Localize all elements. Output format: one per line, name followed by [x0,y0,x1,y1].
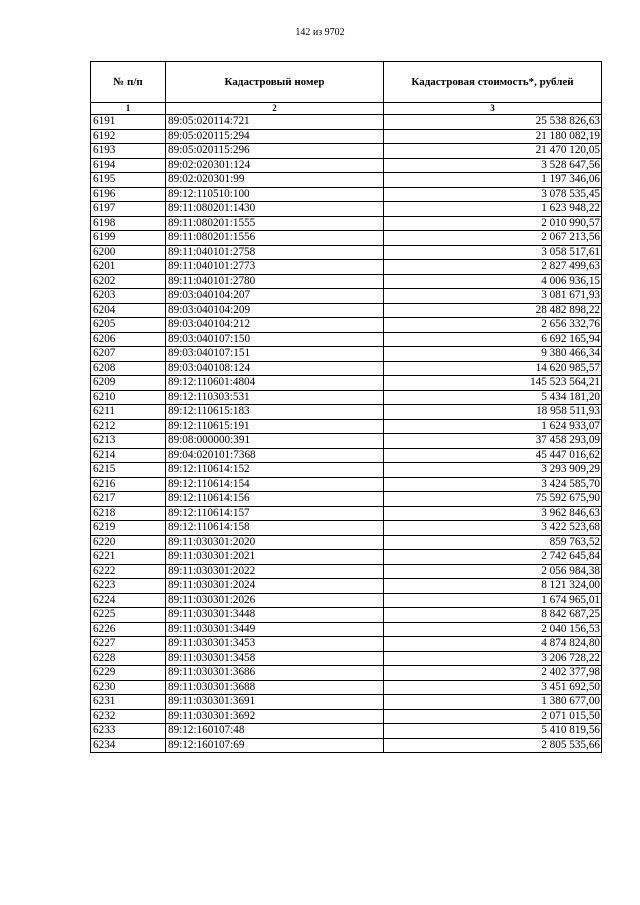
row-number-cell: 6217 [91,492,166,507]
row-number-cell: 6218 [91,506,166,521]
cadastral-number-cell: 89:11:030301:3686 [166,666,384,681]
table-row [91,245,602,260]
row-number-cell: 6204 [91,303,166,318]
cadastral-number-cell: 89:11:080201:1556 [166,231,384,246]
row-number-cell: 6229 [91,666,166,681]
row-number-cell: 6192 [91,129,166,144]
row-number-cell: 6200 [91,245,166,260]
cadastral-value-cell: 2 071 015,50 [384,709,602,724]
table-row [91,390,602,405]
cadastral-number-cell: 89:11:080201:1430 [166,202,384,217]
row-number-cell: 6203 [91,289,166,304]
cadastral-value-cell: 2 067 213,56 [384,231,602,246]
table-column-index-row [91,103,602,115]
cadastral-number-cell: 89:11:030301:2022 [166,564,384,579]
row-number-cell: 6231 [91,695,166,710]
cadastral-number-cell: 89:11:030301:3449 [166,622,384,637]
row-number-cell: 6224 [91,593,166,608]
page-counter: 142 из 9702 [295,27,345,38]
cadastral-value-cell: 4 874 824,80 [384,637,602,652]
cadastral-number-cell: 89:02:020301:124 [166,158,384,173]
row-number-cell: 6234 [91,738,166,753]
table-row [91,332,602,347]
cadastral-value-cell: 4 006 936,15 [384,274,602,289]
cadastral-value-cell: 5 410 819,56 [384,724,602,739]
table-row [91,579,602,594]
cadastral-value-cell: 1 380 677,00 [384,695,602,710]
cadastral-number-cell: 89:11:030301:3458 [166,651,384,666]
row-number-cell: 6191 [91,115,166,130]
row-number-cell: 6193 [91,144,166,159]
cadastral-number-cell: 89:05:020115:294 [166,129,384,144]
cadastral-value-cell: 3 424 585,70 [384,477,602,492]
cadastral-number-cell: 89:03:040107:151 [166,347,384,362]
row-number-cell: 6216 [91,477,166,492]
cadastral-number-cell: 89:02:020301:99 [166,173,384,188]
row-number-cell: 6201 [91,260,166,275]
cadastral-value-cell: 3 293 909,29 [384,463,602,478]
cadastral-value-cell: 2 827 499,63 [384,260,602,275]
cadastral-value-cell: 8 842 687,25 [384,608,602,623]
row-number-cell: 6197 [91,202,166,217]
table-body [91,115,602,753]
row-number-cell: 6212 [91,419,166,434]
cadastral-number-cell: 89:11:030301:3691 [166,695,384,710]
table-row [91,274,602,289]
cadastral-number-cell: 89:03:040104:209 [166,303,384,318]
row-number-cell: 6207 [91,347,166,362]
table-row [91,695,602,710]
table-row [91,419,602,434]
cadastral-value-cell: 3 451 692,50 [384,680,602,695]
cadastral-number-cell: 89:12:110614:152 [166,463,384,478]
row-number-cell: 6215 [91,463,166,478]
cadastral-value-cell: 28 482 898,22 [384,303,602,318]
cadastral-number-cell: 89:12:110614:156 [166,492,384,507]
row-number-cell: 6223 [91,579,166,594]
table-row [91,709,602,724]
cadastral-value-cell: 2 010 990,57 [384,216,602,231]
table-row [91,651,602,666]
table-row [91,405,602,420]
row-number-cell: 6233 [91,724,166,739]
cadastral-value-cell: 14 620 985,57 [384,361,602,376]
table-row [91,260,602,275]
table-row [91,376,602,391]
cadastral-value-cell: 21 180 082,19 [384,129,602,144]
table-row [91,477,602,492]
row-number-cell: 6230 [91,680,166,695]
row-number-cell: 6219 [91,521,166,536]
column-index-3: 3 [384,103,602,115]
cadastral-value-cell: 3 528 647,56 [384,158,602,173]
cadastral-value-cell: 1 197 346,06 [384,173,602,188]
row-number-cell: 6209 [91,376,166,391]
cadastral-number-cell: 89:12:110601:4804 [166,376,384,391]
row-number-cell: 6226 [91,622,166,637]
cadastral-number-cell: 89:03:040104:212 [166,318,384,333]
cadastral-value-cell: 2 402 377,98 [384,666,602,681]
table-row [91,129,602,144]
cadastral-number-cell: 89:12:110303:531 [166,390,384,405]
table-row [91,144,602,159]
row-number-cell: 6199 [91,231,166,246]
cadastral-value-cell: 45 447 016,62 [384,448,602,463]
cadastral-value-cell: 145 523 564,21 [384,376,602,391]
table-row [91,115,602,130]
table-row [91,216,602,231]
table-row [91,492,602,507]
row-number-cell: 6213 [91,434,166,449]
cadastral-value-cell: 3 081 671,93 [384,289,602,304]
cadastral-number-cell: 89:04:020101:7368 [166,448,384,463]
cadastral-number-cell: 89:11:030301:3692 [166,709,384,724]
cadastral-value-cell: 3 206 728,22 [384,651,602,666]
cadastral-number-cell: 89:12:110615:183 [166,405,384,420]
row-number-cell: 6208 [91,361,166,376]
cadastral-value-cell: 1 674 965,01 [384,593,602,608]
table-row [91,158,602,173]
cadastral-value-cell: 3 422 523,68 [384,521,602,536]
cadastral-value-cell: 859 763,52 [384,535,602,550]
row-number-cell: 6198 [91,216,166,231]
row-number-cell: 6220 [91,535,166,550]
table-row [91,231,602,246]
table-row [91,289,602,304]
row-number-cell: 6227 [91,637,166,652]
cadastral-value-cell: 6 692 165,94 [384,332,602,347]
table-row [91,550,602,565]
cadastral-number-cell: 89:12:110510:100 [166,187,384,202]
cadastral-value-cell: 2 656 332,76 [384,318,602,333]
cadastral-value-cell: 3 962 846,63 [384,506,602,521]
row-number-cell: 6194 [91,158,166,173]
cadastral-value-cell: 2 040 156,53 [384,622,602,637]
cadastral-number-cell: 89:03:040107:150 [166,332,384,347]
cadastral-value-cell: 25 538 826,63 [384,115,602,130]
table-row [91,506,602,521]
cadastral-number-cell: 89:11:030301:3688 [166,680,384,695]
table-row [91,593,602,608]
cadastral-number-cell: 89:11:030301:3453 [166,637,384,652]
table-row [91,521,602,536]
table-row [91,361,602,376]
table-row [91,637,602,652]
row-number-cell: 6210 [91,390,166,405]
cadastral-value-cell: 2 805 535,66 [384,738,602,753]
row-number-cell: 6228 [91,651,166,666]
table-row [91,463,602,478]
row-number-cell: 6221 [91,550,166,565]
cadastral-number-cell: 89:11:030301:2024 [166,579,384,594]
cadastral-number-cell: 89:03:040108:124 [166,361,384,376]
table-row [91,680,602,695]
row-number-cell: 6214 [91,448,166,463]
cadastral-value-cell: 9 380 466,34 [384,347,602,362]
cadastral-value-cell: 18 958 511,93 [384,405,602,420]
row-number-cell: 6222 [91,564,166,579]
table-row [91,202,602,217]
cadastral-number-cell: 89:11:080201:1555 [166,216,384,231]
row-number-cell: 6225 [91,608,166,623]
row-number-cell: 6196 [91,187,166,202]
column-header-number: № п/п [91,62,166,103]
table-row [91,535,602,550]
cadastral-number-cell: 89:11:030301:2026 [166,593,384,608]
row-number-cell: 6202 [91,274,166,289]
column-header-cadastral-value: Кадастровая стоимость*, рублей [384,62,602,103]
table-row [91,187,602,202]
row-number-cell: 6195 [91,173,166,188]
table-row [91,448,602,463]
table-row [91,666,602,681]
table-row [91,434,602,449]
column-header-cadastral-number: Кадастровый номер [166,62,384,103]
cadastral-value-cell: 3 078 535,45 [384,187,602,202]
cadastral-value-cell: 1 623 948,22 [384,202,602,217]
cadastral-number-cell: 89:12:110614:154 [166,477,384,492]
cadastral-number-cell: 89:11:030301:3448 [166,608,384,623]
cadastral-number-cell: 89:05:020114:721 [166,115,384,130]
table-header-row [91,62,602,103]
cadastral-value-cell: 5 434 181,20 [384,390,602,405]
cadastral-number-cell: 89:11:040101:2773 [166,260,384,275]
cadastral-number-cell: 89:12:160107:69 [166,738,384,753]
table-row [91,564,602,579]
cadastral-value-cell: 1 624 933,07 [384,419,602,434]
cadastral-number-cell: 89:12:110614:157 [166,506,384,521]
cadastral-number-cell: 89:05:020115:296 [166,144,384,159]
cadastral-table [90,61,602,753]
cadastral-number-cell: 89:11:030301:2021 [166,550,384,565]
cadastral-value-cell: 21 470 120,05 [384,144,602,159]
table-row [91,347,602,362]
table-row [91,724,602,739]
row-number-cell: 6206 [91,332,166,347]
table-row [91,608,602,623]
cadastral-number-cell: 89:12:160107:48 [166,724,384,739]
table-row [91,173,602,188]
cadastral-number-cell: 89:11:040101:2758 [166,245,384,260]
row-number-cell: 6211 [91,405,166,420]
table-row [91,622,602,637]
cadastral-value-cell: 37 458 293,09 [384,434,602,449]
cadastral-value-cell: 2 056 984,38 [384,564,602,579]
cadastral-number-cell: 89:11:030301:2020 [166,535,384,550]
cadastral-value-cell: 2 742 645,84 [384,550,602,565]
cadastral-value-cell: 75 592 675,90 [384,492,602,507]
cadastral-number-cell: 89:12:110615:191 [166,419,384,434]
table-row [91,303,602,318]
table-row [91,318,602,333]
cadastral-value-cell: 8 121 324,00 [384,579,602,594]
column-index-1: 1 [91,103,166,115]
cadastral-number-cell: 89:08:000000:391 [166,434,384,449]
column-index-2: 2 [166,103,384,115]
cadastral-number-cell: 89:11:040101:2780 [166,274,384,289]
cadastral-value-cell: 3 058 517,61 [384,245,602,260]
cadastral-number-cell: 89:03:040104:207 [166,289,384,304]
table-row [91,738,602,753]
row-number-cell: 6205 [91,318,166,333]
row-number-cell: 6232 [91,709,166,724]
cadastral-number-cell: 89:12:110614:158 [166,521,384,536]
